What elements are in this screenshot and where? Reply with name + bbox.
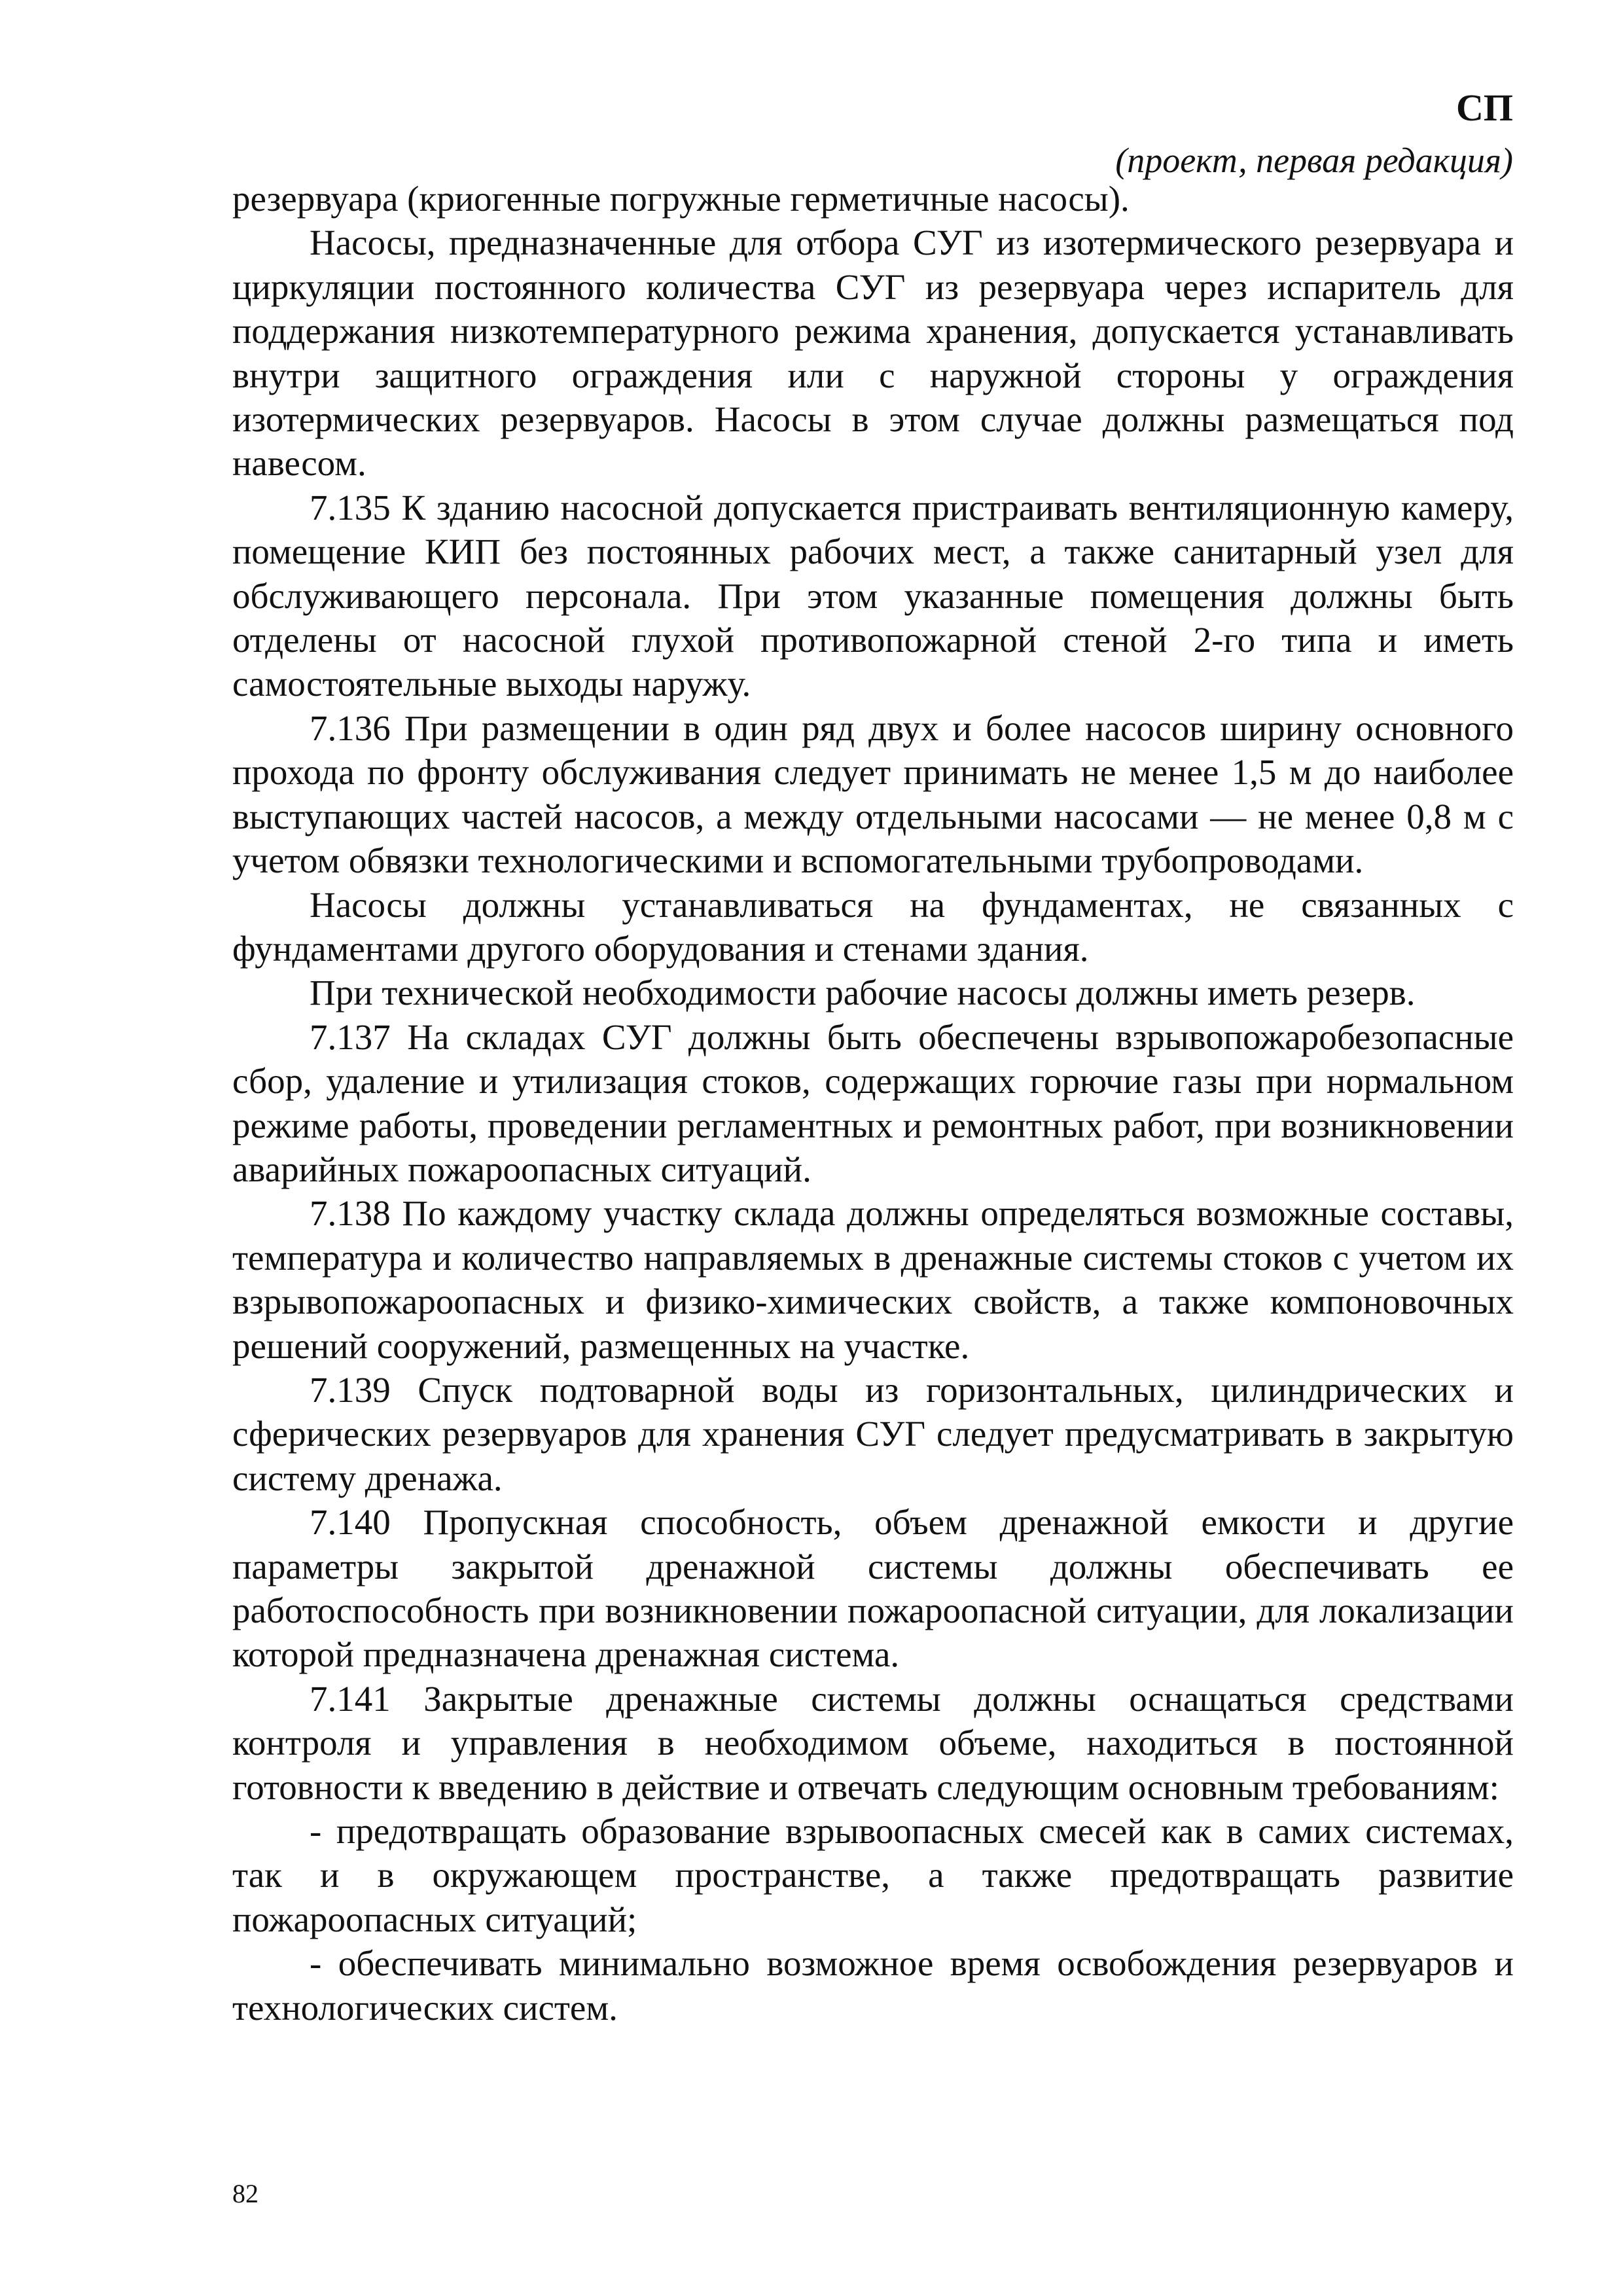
paragraph-pumps-isothermal: Насосы, предназначенные для отбора СУГ из изотермического резервуара и циркуляции постоянного количества СУГ из резервуара через испаритель для поддержания низкотемпературного режима хранения, допускается устанавливать внутри защитного ограждения или с наружной стороны у ограждения изотермических резервуаров. Насосы в этом случае должны размещаться под навесом. [232,223,1514,484]
document-code: СП [1456,86,1513,129]
paragraph-7-136: 7.136 При размещении в один ряд двух и более насосов ширину основного прохода по фронту обслуживания следует принимать не менее 1,5 м до наиболее выступающих частей насосов, а между отдельными насосами — не менее 0,8 м с учетом обвязки технологическими и вспомогательными трубопроводами. [232,708,1514,881]
paragraph-7-139: 7.139 Спуск подтоварной воды из горизонтальных, цилиндрических и сферических резервуаров для хранения СУГ следует предусматривать в закрытую систему дренажа. [232,1369,1514,1498]
paragraph-pump-foundations: Насосы должны устанавливаться на фундаментах, не связанных с фундаментами другого оборудования и стенами здания. [232,884,1514,969]
paragraph-pump-reserve: При технической необходимости рабочие насосы должны иметь резерв. [310,973,1416,1013]
list-item: - предотвращать образование взрывоопасных смесей как в самих системах, так и в окружающем пространстве, а также предотвращать развитие пожароопасных ситуаций; [232,1811,1514,1939]
document-body [232,177,1514,2030]
paragraph-7-140: 7.140 Пропускная способность, объем дренажной емкости и другие параметры закрытой дренажной системы должны обеспечивать ее работоспособность при возникновении пожароопасной ситуации, для локализации которой предназначена дренажная система. [232,1502,1514,1675]
paragraph-continuation: резервуара (криогенные погружные герметичные насосы). [232,179,1130,219]
paragraph-7-135: 7.135 К зданию насосной допускается пристраивать вентиляционную камеру, помещение КИП без постоянных рабочих мест, а также санитарный узел для обслуживающего персонала. При этом указанные помещения должны быть отделены от насосной глухой противопожарной стеной 2-го типа и иметь самостоятельные выходы наружу. [232,487,1514,704]
paragraph-7-141: 7.141 Закрытые дренажные системы должны оснащаться средствами контроля и управления в необходимом объеме, находиться в постоянной готовности к введению в действие и отвечать следующим основным требованиям: [232,1678,1514,1807]
document-edition-note: (проект, первая редакция) [1115,141,1513,180]
page-number: 82 [232,2179,259,2208]
paragraph-7-137: 7.137 На складах СУГ должны быть обеспечены взрывопожаробезопасные сбор, удаление и утилизация стоков, содержащих горючие газы при нормальном режиме работы, проведении регламентных и ремонтных работ, при возникновении аварийных пожароопасных ситуаций. [232,1016,1514,1189]
paragraph-7-138: 7.138 По каждому участку склада должны определяться возможные составы, температура и количество направляемых в дренажные системы стоков с учетом их взрывопожароопасных и физико-химических свойств, а также компоновочных решений сооружений, размещенных на участке. [232,1193,1514,1366]
list-item: - обеспечивать минимально возможное время освобождения резервуаров и технологических систем. [232,1943,1514,2028]
